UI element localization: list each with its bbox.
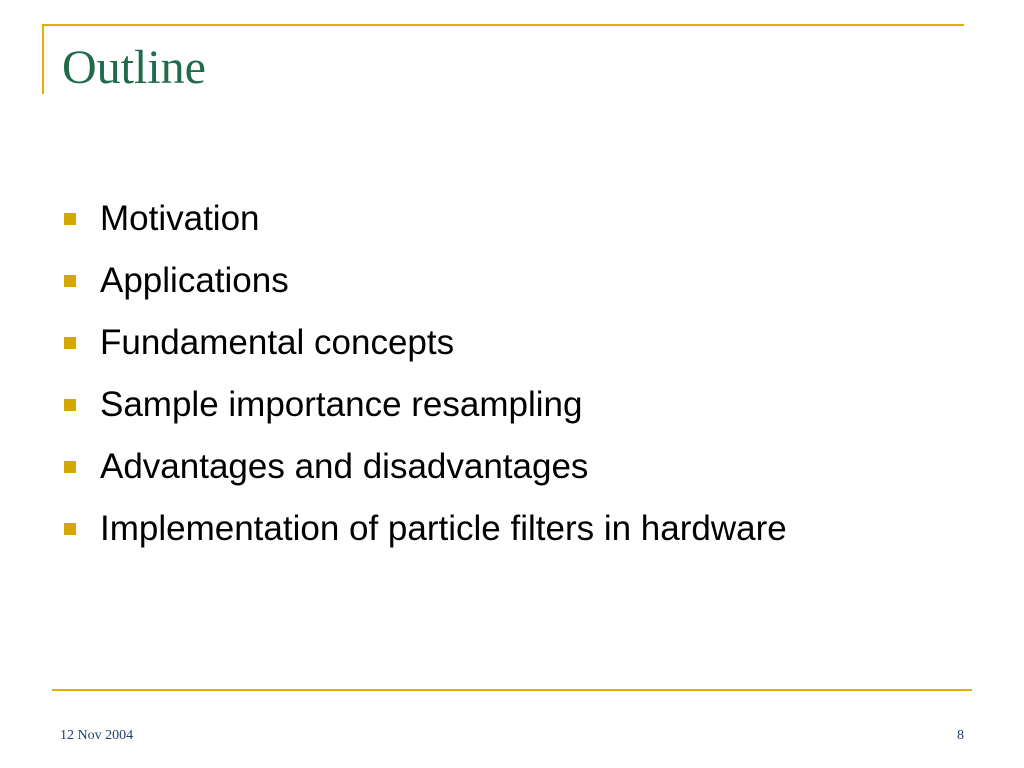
top-frame-line	[42, 24, 964, 26]
bullet-text: Advantages and disadvantages	[100, 447, 589, 486]
square-bullet-icon	[64, 523, 76, 535]
bullet-text: Fundamental concepts	[100, 323, 455, 362]
bullet-list	[64, 188, 787, 560]
footer-date: 12 Nov 2004	[60, 728, 134, 743]
bullet-item	[64, 312, 787, 374]
square-bullet-icon	[64, 461, 76, 473]
bullet-item	[64, 250, 787, 312]
square-bullet-icon	[64, 337, 76, 349]
bullet-text: Implementation of particle filters in hardware	[100, 509, 787, 548]
bullet-item	[64, 436, 787, 498]
slide-title: Outline	[62, 41, 206, 94]
bullet-item	[64, 498, 787, 560]
bullet-text: Applications	[100, 261, 289, 300]
page-number: 8	[957, 728, 964, 743]
bullet-item	[64, 374, 787, 436]
square-bullet-icon	[64, 399, 76, 411]
bullet-text: Motivation	[100, 199, 260, 238]
footer-divider	[52, 689, 972, 691]
bullet-item	[64, 188, 787, 250]
square-bullet-icon	[64, 213, 76, 225]
left-frame-bar	[42, 24, 44, 94]
square-bullet-icon	[64, 275, 76, 287]
bullet-text: Sample importance resampling	[100, 385, 583, 424]
